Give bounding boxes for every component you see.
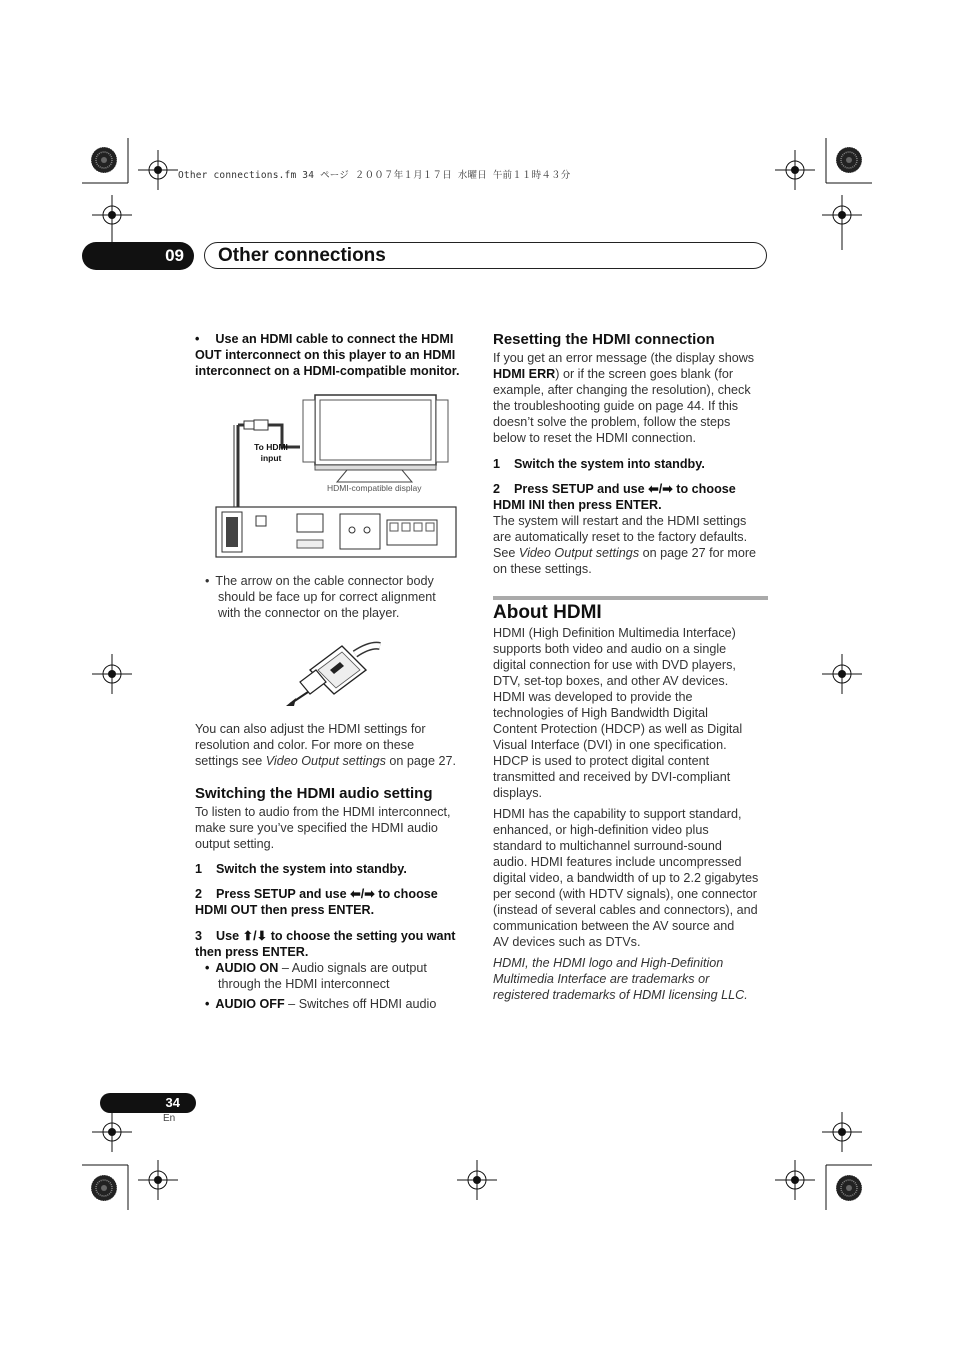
reset-step-2 bbox=[493, 481, 736, 513]
para-line: displays. bbox=[493, 786, 542, 800]
print-slug: Other connections.fm 34 ページ ２００７年１月１７日 水曜日 午前１１時４３分 bbox=[178, 170, 571, 181]
display-message: HDMI ERR bbox=[493, 367, 556, 381]
paragraph-about-1 bbox=[493, 625, 742, 801]
bullet-arrow-note bbox=[205, 573, 436, 621]
heading-about-hdmi: About HDMI bbox=[493, 602, 602, 623]
step-text: to choose the setting you want bbox=[267, 929, 456, 943]
section-rule bbox=[493, 596, 768, 600]
step-text: then press ENTER. bbox=[195, 945, 309, 959]
para-line: standard to multichannel surround-sound bbox=[493, 839, 722, 853]
para-line: the troubleshooting guide on page 44. If this bbox=[493, 399, 739, 413]
para-line: Content Protection (HDCP) as well as Digital bbox=[493, 722, 743, 736]
para-line: digital connection for use with DVD players, bbox=[493, 658, 736, 672]
left-right-arrow-icon: ⬅/➡ bbox=[648, 482, 673, 496]
bullet-line: should be face up for correct alignment bbox=[218, 590, 436, 604]
bullet-line: Use an HDMI cable to connect the HDMI bbox=[215, 332, 454, 346]
para-line: settings see bbox=[195, 754, 266, 768]
para-line: are automatically reset to the factory defaults. bbox=[493, 530, 748, 544]
step-number: 3 bbox=[195, 929, 203, 943]
bullet-marker: • bbox=[205, 961, 210, 975]
step-text: to choose bbox=[374, 887, 438, 901]
cross-reference: Video Output settings bbox=[518, 546, 640, 560]
bullet-marker: • bbox=[195, 332, 200, 346]
step-text: Switch the system into standby. bbox=[514, 457, 705, 471]
figure-label-line: To HDMI bbox=[254, 442, 288, 452]
para-line: audio. HDMI features include uncompressed bbox=[493, 855, 742, 869]
para-line: You can also adjust the HDMI settings for bbox=[195, 722, 426, 736]
para-line: HDMI was developed to provide the bbox=[493, 690, 693, 704]
para-line: supports both video and audio on a single bbox=[493, 642, 727, 656]
para-line: (instead of several cables and connectors), and bbox=[493, 903, 758, 917]
bullet-line: interconnect on a HDMI-compatible monitor. bbox=[195, 364, 460, 378]
step-number: 2 bbox=[493, 482, 501, 496]
para-line: HDMI (High Definition Multimedia Interface) bbox=[493, 626, 736, 640]
para-line: make sure you’ve specified the HDMI audio bbox=[195, 821, 438, 835]
bullet-hdmi-cable bbox=[195, 331, 460, 379]
para-line: HDMI has the capability to support standard, bbox=[493, 807, 742, 821]
step-text: Press SETUP and use bbox=[216, 887, 351, 901]
para-line: digital video, a bandwidth of up to 2.2 gigabytes bbox=[493, 871, 759, 885]
bullet-marker: • bbox=[205, 574, 210, 588]
para-line: transmitted and received by DVI-compliant bbox=[493, 770, 731, 784]
chapter-number: 09 bbox=[82, 242, 194, 270]
paragraph-trademark bbox=[493, 955, 748, 1003]
para-line: technologies of High Bandwidth Digital bbox=[493, 706, 708, 720]
para-line: registered trademarks of HDMI licensing LLC. bbox=[493, 988, 748, 1002]
para-line: HDCP is used to protect digital content bbox=[493, 754, 710, 768]
step-2 bbox=[195, 886, 438, 918]
paragraph-adjust-settings bbox=[195, 721, 456, 769]
step-text: Use bbox=[216, 929, 243, 943]
para-line: on these settings. bbox=[493, 562, 592, 576]
step-number: 2 bbox=[195, 887, 203, 901]
hdmi-connection-diagram bbox=[212, 392, 457, 562]
para-line: on page 27 for more bbox=[639, 546, 757, 560]
para-line: resolution and color. For more on these bbox=[195, 738, 415, 752]
up-down-arrow-icon: ⬆/⬇ bbox=[242, 929, 268, 943]
heading-switching-audio: Switching the HDMI audio setting bbox=[195, 785, 433, 802]
para-line: Multimedia Interface are trademarks or bbox=[493, 972, 710, 986]
para-line: Visual Interface (DVI) in one specification. bbox=[493, 738, 727, 752]
para-line: on page 27. bbox=[385, 754, 456, 768]
paragraph-about-2 bbox=[493, 806, 758, 950]
para-line: example, after changing the resolution), check bbox=[493, 383, 751, 397]
step-text: to choose bbox=[672, 482, 736, 496]
step-text: HDMI INI then press ENTER. bbox=[493, 498, 662, 512]
figure-caption: HDMI-compatible display bbox=[327, 483, 422, 493]
para-line: To listen to audio from the HDMI interconnect, bbox=[195, 805, 451, 819]
figure-label-line: input bbox=[260, 453, 282, 463]
step-text: Switch the system into standby. bbox=[216, 862, 407, 876]
option-desc: – Audio signals are output bbox=[278, 961, 427, 975]
left-right-arrow-icon: ⬅/➡ bbox=[350, 887, 375, 901]
bullet-line: The arrow on the cable connector body bbox=[215, 574, 434, 588]
para-line: per second (with HDTV signals), one connector bbox=[493, 887, 757, 901]
bullet-line: with the connector on the player. bbox=[218, 606, 400, 620]
para-line: output setting. bbox=[195, 837, 275, 851]
para-line: below to reset the HDMI connection. bbox=[493, 431, 697, 445]
para-line: HDMI, the HDMI logo and High-Definition bbox=[493, 956, 724, 970]
option-desc: – Switches off HDMI audio bbox=[284, 997, 437, 1011]
bullet-marker: • bbox=[205, 997, 210, 1011]
step-3 bbox=[195, 928, 455, 960]
paragraph-audio-intro bbox=[195, 804, 451, 852]
heading-resetting-hdmi: Resetting the HDMI connection bbox=[493, 331, 715, 348]
para-line: See bbox=[493, 546, 519, 560]
step-text: Press SETUP and use bbox=[514, 482, 649, 496]
hdmi-connector-illustration bbox=[280, 632, 390, 712]
step-number: 1 bbox=[195, 862, 203, 876]
para-line: The system will restart and the HDMI settings bbox=[493, 514, 747, 528]
para-line: DTV, set-top boxes, and other AV devices. bbox=[493, 674, 729, 688]
option-label: AUDIO OFF bbox=[215, 997, 285, 1011]
language-code: En bbox=[163, 1113, 176, 1124]
para-line: AV devices such as DTVs. bbox=[493, 935, 641, 949]
para-line: doesn’t solve the problem, follow the steps bbox=[493, 415, 731, 429]
option-audio-off bbox=[205, 996, 436, 1012]
step-number: 1 bbox=[493, 457, 501, 471]
bullet-line: OUT interconnect on this player to an HDMI bbox=[195, 348, 456, 362]
step-text: HDMI OUT then press ENTER. bbox=[195, 903, 375, 917]
page-number: 34 bbox=[100, 1093, 196, 1113]
para-line: enhanced, or high-definition video plus bbox=[493, 823, 709, 837]
para-line: If you get an error message (the display shows bbox=[493, 351, 755, 365]
para-line: ) or if the screen goes blank (for bbox=[555, 367, 734, 381]
step-1 bbox=[195, 861, 407, 877]
option-label: AUDIO ON bbox=[215, 961, 279, 975]
option-desc: through the HDMI interconnect bbox=[218, 977, 390, 991]
figure-label bbox=[246, 442, 296, 464]
paragraph-reset-result bbox=[493, 513, 756, 577]
option-audio-on bbox=[205, 960, 427, 992]
cross-reference: Video Output settings bbox=[265, 754, 386, 768]
para-line: communication between the AV source and bbox=[493, 919, 735, 933]
paragraph-reset-intro bbox=[493, 350, 754, 446]
reset-step-1 bbox=[493, 456, 705, 472]
chapter-title: Other connections bbox=[218, 245, 386, 266]
